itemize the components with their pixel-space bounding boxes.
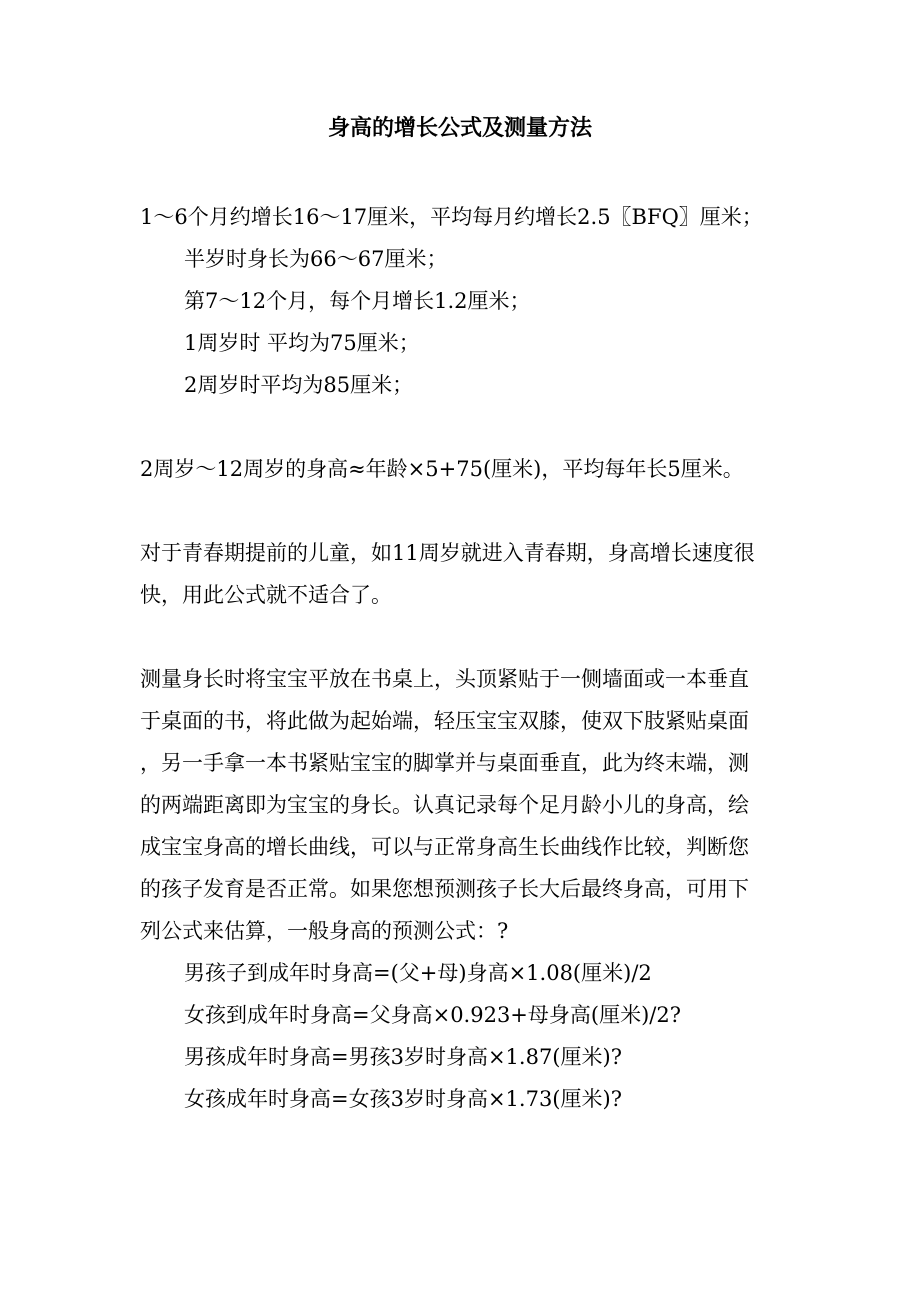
- puberty-paragraph-line: 快，用此公式就不适合了。: [140, 583, 392, 607]
- measurement-paragraph-line: 列公式来估算，一般身高的预测公式：?: [140, 919, 509, 943]
- growth-line: 第7～12个月，每个月增长1.2厘米；: [184, 289, 531, 313]
- measurement-paragraph-line: 测量身长时将宝宝平放在书桌上，头顶紧贴于一侧墙面或一本垂直: [140, 667, 749, 691]
- prediction-formula: 女孩到成年时身高=父身高×0.923+母身高(厘米)/2?: [184, 1003, 681, 1027]
- growth-line: 1周岁时 平均为75厘米；: [184, 331, 420, 355]
- document-title: 身高的增长公式及测量方法: [327, 115, 592, 141]
- puberty-paragraph-line: 对于青春期提前的儿童，如11周岁就进入青春期，身高增长速度很: [140, 541, 755, 565]
- prediction-formula: 男孩成年时身高=男孩3岁时身高×1.87(厘米)?: [184, 1045, 622, 1069]
- measurement-paragraph-line: ，另一手拿一本书紧贴宝宝的脚掌并与桌面垂直，此为终末端，测: [140, 751, 749, 775]
- measurement-paragraph-line: 成宝宝身高的增长曲线，可以与正常身高生长曲线作比较，判断您: [140, 835, 749, 859]
- growth-line: 1～6个月约增长16～17厘米，平均每月约增长2.5〖BFQ〗厘米；: [140, 205, 763, 229]
- formula-paragraph: 2周岁～12周岁的身高≈年龄×5+75(厘米)，平均每年长5厘米。: [140, 457, 744, 481]
- measurement-paragraph-line: 于桌面的书，将此做为起始端，轻压宝宝双膝，使双下肢紧贴桌面: [140, 709, 749, 733]
- measurement-paragraph-line: 的两端距离即为宝宝的身长。认真记录每个足月龄小儿的身高，绘: [140, 793, 749, 817]
- growth-line: 2周岁时平均为85厘米；: [184, 373, 414, 397]
- measurement-paragraph-line: 的孩子发育是否正常。如果您想预测孩子长大后最终身高，可用下: [140, 877, 749, 901]
- prediction-formula: 女孩成年时身高=女孩3岁时身高×1.73(厘米)?: [184, 1087, 622, 1111]
- growth-line: 半岁时身长为66～67厘米；: [184, 247, 448, 271]
- prediction-formula: 男孩子到成年时身高=(父+母)身高×1.08(厘米)/2: [184, 961, 652, 985]
